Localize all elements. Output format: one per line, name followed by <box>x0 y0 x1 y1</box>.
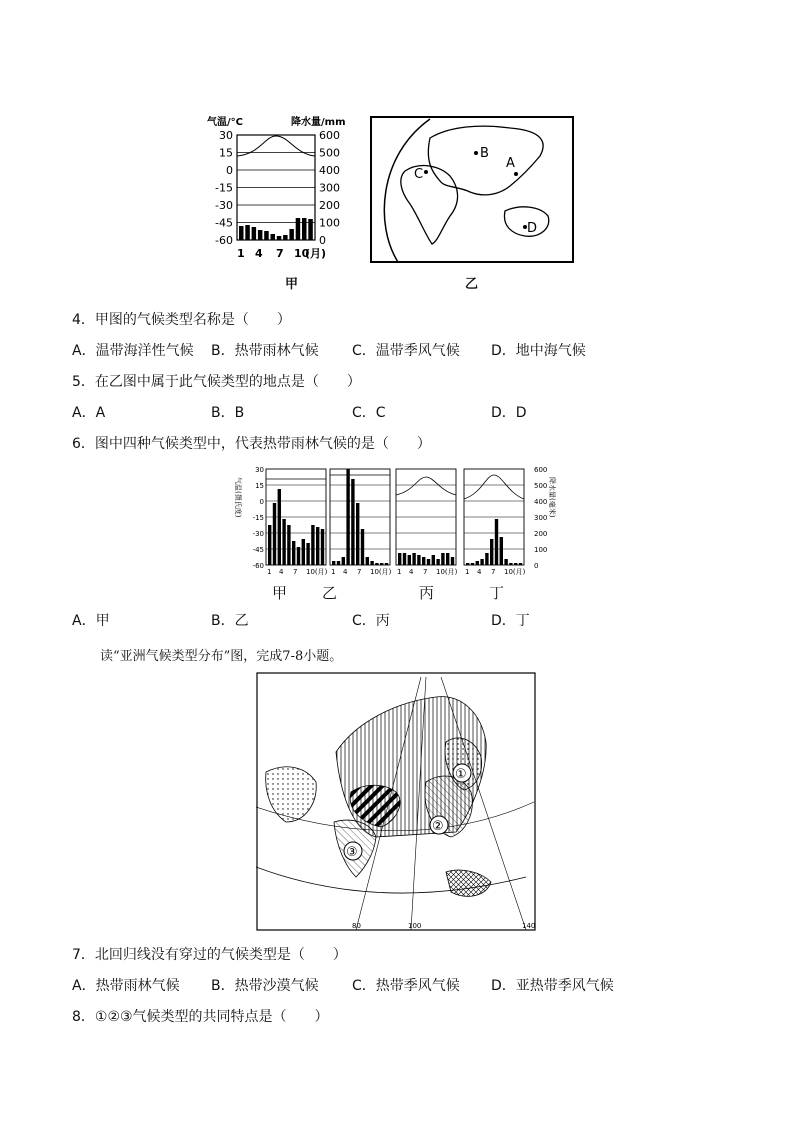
precip-bar <box>277 236 282 240</box>
q6-month-tick: 7 <box>423 568 428 576</box>
question-6: 6．图中四种气候类型中，代表热带雨林气候的是（ ） <box>72 436 431 452</box>
q6-precip-tick: 0 <box>534 562 539 570</box>
q6-precip-bar <box>471 563 474 565</box>
month-tick: 7 <box>276 247 284 260</box>
q6-month-tick: 1 <box>267 568 272 576</box>
q6-panel <box>464 469 526 576</box>
q6-precip-tick: 400 <box>534 498 548 506</box>
q6-precip-bar <box>366 557 369 565</box>
q6-precip-bar <box>432 555 435 565</box>
q6-month-tick: 1 <box>397 568 402 576</box>
caption-yi: 乙 <box>465 277 479 292</box>
q6-month-tick: 4 <box>477 568 482 576</box>
precip-bar <box>239 226 244 240</box>
precip-tick: 300 <box>319 181 340 195</box>
q6-month-tick: 1 <box>331 568 336 576</box>
precip-axis-label: 降水量/mm <box>291 117 346 128</box>
precip-tick: 600 <box>319 129 340 142</box>
lon-100: 100 <box>408 922 422 930</box>
precip-ticks <box>319 129 340 247</box>
q6-month-tick: 10(月) <box>504 568 526 576</box>
q6-precip-bar <box>500 537 503 565</box>
q6-precip-bar <box>504 559 507 565</box>
q6-precip-tick: 300 <box>534 514 548 522</box>
q6-caption: 丁 <box>489 584 505 602</box>
point-C: C <box>414 167 424 182</box>
q6-temp-tick: -15 <box>252 514 264 522</box>
q6-precip-bar <box>332 561 335 565</box>
q6-precip-bar <box>509 563 512 565</box>
precip-bar <box>271 234 276 240</box>
q6-temp-ticks <box>253 466 264 570</box>
q6-temp-tick: 0 <box>259 498 264 506</box>
q6-precip-bar <box>356 503 359 565</box>
q6-precip-tick: 500 <box>534 482 548 490</box>
asia-climate-map <box>256 672 536 932</box>
q6-precip-bar <box>380 563 383 565</box>
precip-tick: 400 <box>319 164 340 177</box>
q4-option-d[interactable]: D．地中海气候 <box>491 343 586 359</box>
q6-precip-label: 降水量(毫米) <box>548 477 556 518</box>
precip-bar <box>283 235 288 240</box>
q6-option-a[interactable]: A．甲 <box>72 613 110 629</box>
q6-temp-tick: 30 <box>255 466 264 474</box>
q5-option-d[interactable]: D．D <box>491 405 527 421</box>
q6-precip-bar <box>375 563 378 565</box>
q6-caption: 丙 <box>419 584 435 602</box>
q6-precip-bar <box>427 559 430 565</box>
q6-precip-bar <box>436 559 439 565</box>
precip-bar <box>302 218 307 240</box>
q7-option-c[interactable]: C．热带季风气候 <box>352 978 460 994</box>
precip-tick: 100 <box>319 216 340 230</box>
q6-temp-curve-group <box>396 477 456 495</box>
q6-temp-tick: -60 <box>252 562 264 570</box>
q6-precip-bar <box>514 563 517 565</box>
question-5: 5．在乙图中属于此气候类型的地点是（ ） <box>72 374 361 390</box>
q6-month-tick: 1 <box>465 568 470 576</box>
q6-precip-bar <box>292 541 295 565</box>
point-B: B <box>480 146 489 161</box>
q6-precip-bar <box>273 503 276 565</box>
q6-precip-bar <box>476 561 479 565</box>
question-7: 7．北回归线没有穿过的气候类型是（ ） <box>72 947 347 963</box>
q6-option-c[interactable]: C．丙 <box>352 613 390 629</box>
q6-caption: 甲 <box>272 584 288 602</box>
q6-panel <box>396 469 458 576</box>
precip-tick: 200 <box>319 199 340 212</box>
point-D: D <box>527 221 538 236</box>
q7-option-d[interactable]: D．亚热带季风气候 <box>491 978 614 994</box>
q6-temp-curve <box>396 477 456 495</box>
lon-80: 80 <box>352 922 361 930</box>
q6-precip-bar <box>422 557 425 565</box>
q6-precip-bar <box>412 553 415 565</box>
q6-precip-bar <box>480 559 483 565</box>
world-map-yi <box>370 116 575 264</box>
q6-panels <box>266 469 526 576</box>
precip-bar <box>252 227 257 240</box>
temp-axis-label: 气温/°C <box>207 117 243 128</box>
q6-precip-bar <box>495 519 498 565</box>
q6-precip-bar <box>490 539 493 565</box>
point-A: A <box>506 156 515 171</box>
q6-panel <box>330 469 392 576</box>
q6-precip-bar <box>451 557 454 565</box>
q6-precip-tick: 600 <box>534 466 548 474</box>
q6-temp-curve-group <box>464 475 524 499</box>
precip-bar <box>289 229 294 240</box>
point-B-dot <box>474 151 478 155</box>
question-8: 8．①②③气候类型的共同特点是（ ） <box>72 1009 329 1025</box>
q6-precip-bar <box>485 553 488 565</box>
precip-bar <box>258 230 263 240</box>
q6-precip-bar <box>370 561 373 565</box>
q6-temp-curve <box>464 475 524 499</box>
lon-140: 140 <box>522 922 536 930</box>
q6-precip-bar <box>337 561 340 565</box>
q7-option-b[interactable]: B．热带沙漠气候 <box>211 978 319 994</box>
month-tick: 1 <box>237 247 245 260</box>
temp-curve <box>237 136 315 156</box>
q6-month-tick: 4 <box>279 568 284 576</box>
q6-precip-bar <box>287 525 290 565</box>
temp-tick: 0 <box>226 164 233 177</box>
precip-bar <box>264 231 269 240</box>
q6-option-b[interactable]: B．乙 <box>211 613 249 629</box>
four-climographs <box>232 463 567 581</box>
q6-precip-bar <box>321 529 324 565</box>
q6-temp-tick: -30 <box>252 530 264 538</box>
month-tick: (月) <box>305 247 327 260</box>
point-C-dot <box>424 170 428 174</box>
q6-month-tick: 4 <box>409 568 414 576</box>
temp-tick: -60 <box>215 234 233 247</box>
q5-option-a[interactable]: A．A <box>72 405 106 421</box>
globe-edge <box>384 119 430 262</box>
q6-precip-bar <box>351 479 354 565</box>
reading-instruction: 读“亚洲气候类型分布”图，完成7-8小题。 <box>100 649 343 664</box>
q7-option-a[interactable]: A．热带雨林气候 <box>72 978 180 994</box>
month-tick: 10 <box>294 247 310 260</box>
q6-month-tick: 10(月) <box>370 568 392 576</box>
q6-precip-tick: 100 <box>534 546 548 554</box>
question-4: 4．甲图的气候类型名称是（ ） <box>72 312 291 328</box>
q6-month-tick: 10(月) <box>436 568 458 576</box>
month-ticks <box>237 247 326 260</box>
map-frame <box>371 117 573 262</box>
precip-tick: 0 <box>319 234 326 247</box>
marker-2: ② <box>432 819 444 834</box>
q6-precip-bar <box>311 525 314 565</box>
temp-tick: -30 <box>215 199 233 212</box>
q6-precip-bar <box>403 553 406 565</box>
temp-tick: -45 <box>215 216 233 230</box>
q4-option-a[interactable]: A．温带海洋性气候 <box>72 343 194 359</box>
q6-precip-bar <box>441 553 444 565</box>
q6-precip-bar <box>398 553 401 565</box>
q4-option-c[interactable]: C．温带季风气候 <box>352 343 460 359</box>
q6-temp-label: 气温(摄氏度) <box>234 477 242 518</box>
point-A-dot <box>514 172 518 176</box>
q6-precip-bar <box>306 543 309 565</box>
q6-precip-bar <box>417 555 420 565</box>
marker-3: ③ <box>346 845 358 860</box>
q5-option-c[interactable]: C．C <box>352 405 386 421</box>
q6-precip-bar <box>361 529 364 565</box>
q6-panel <box>266 469 328 576</box>
q6-precip-bar <box>342 557 345 565</box>
q6-precip-bar <box>302 539 305 565</box>
q6-precip-tick: 200 <box>534 530 548 538</box>
q4-option-b[interactable]: B．热带雨林气候 <box>211 343 319 359</box>
q6-temp-tick: -45 <box>252 546 264 554</box>
q6-precip-bar <box>268 525 271 565</box>
month-tick: 4 <box>255 247 263 260</box>
precip-bar <box>245 225 250 240</box>
q6-month-tick: 10(月) <box>306 568 328 576</box>
climograph-jia <box>205 112 350 267</box>
q6-precip-bar <box>346 469 349 565</box>
q6-precip-bar <box>278 489 281 565</box>
q5-option-b[interactable]: B．B <box>211 405 245 421</box>
temp-tick: 15 <box>219 146 233 160</box>
caption-jia: 甲 <box>285 277 299 292</box>
q6-precip-bar <box>408 555 411 565</box>
q6-month-tick: 7 <box>357 568 362 576</box>
q6-precip-bar <box>316 527 319 565</box>
grid-lines <box>237 153 315 223</box>
q6-option-d[interactable]: D．丁 <box>491 613 530 629</box>
q6-month-tick: 7 <box>491 568 496 576</box>
q6-precip-bar <box>519 563 522 565</box>
q6-precip-bar <box>466 563 469 565</box>
precip-tick: 500 <box>319 146 340 160</box>
q6-precip-bar <box>385 563 388 565</box>
q6-precip-bar <box>282 519 285 565</box>
marker-1: ① <box>455 767 467 782</box>
q6-month-tick: 4 <box>343 568 348 576</box>
precip-bar <box>296 218 301 240</box>
precip-bar <box>308 219 313 240</box>
temp-tick: -15 <box>215 181 233 195</box>
temp-tick: 30 <box>219 129 233 142</box>
precip-bars <box>239 218 313 240</box>
q6-caption: 乙 <box>322 584 338 602</box>
q6-month-tick: 7 <box>293 568 298 576</box>
q6-temp-tick: 15 <box>255 482 264 490</box>
africa-outline <box>401 166 458 244</box>
temp-ticks <box>215 129 233 247</box>
q6-precip-ticks <box>534 466 547 570</box>
q6-precip-bar <box>297 547 300 565</box>
q6-precip-bar <box>446 553 449 565</box>
